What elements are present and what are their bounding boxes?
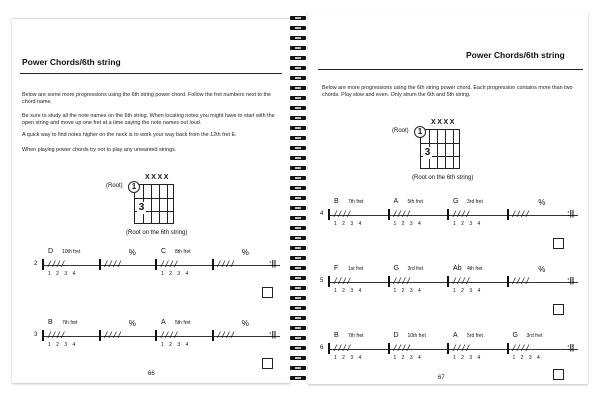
- binding-coil: [290, 146, 306, 150]
- beat-counts: 1 2 3 4: [453, 355, 481, 361]
- strum-slashes: ////: [453, 343, 472, 353]
- fret-label: 3rd fret: [526, 333, 543, 339]
- bar-line: [507, 343, 509, 354]
- binding-coil: [290, 376, 306, 380]
- measure: [212, 319, 269, 359]
- binding-coil: [290, 256, 306, 260]
- repeat-end: :||: [567, 276, 575, 285]
- strum-slashes: ////: [393, 276, 412, 286]
- root-label: (Root): [392, 128, 409, 134]
- progression-number: 2: [34, 261, 38, 267]
- binding-coil: [290, 296, 306, 300]
- bar-line: [328, 209, 330, 220]
- measure: [42, 319, 99, 359]
- bar-line: [99, 330, 101, 341]
- beat-counts: 1 2 3 4: [334, 355, 362, 361]
- strum-slashes: ////: [48, 259, 67, 269]
- right-paragraph: Below are more progressions using the 6th string power chord. Each progression contains more than two chords. Play slow and even. Only strum the 6th and 5th string.: [322, 85, 573, 98]
- chord-name: Ab: [453, 265, 462, 272]
- bar-line: [212, 259, 214, 270]
- bar-line: [447, 276, 449, 287]
- binding-coil: [290, 36, 306, 40]
- repeat-end: :||: [567, 209, 575, 218]
- binding-coil: [290, 266, 306, 270]
- fret-label: 3rd fret: [467, 199, 483, 205]
- chord-name: G: [453, 198, 459, 205]
- beat-counts: 1 2 3 4: [393, 288, 421, 294]
- binding-coil: [290, 76, 306, 80]
- root-finger-marker: 1: [128, 181, 140, 193]
- repeat-end: :||: [269, 330, 277, 339]
- root-finger-marker: 1: [414, 126, 426, 138]
- measure: [155, 319, 212, 359]
- measure: [388, 332, 448, 372]
- chord-name: B: [334, 198, 339, 205]
- measure: [447, 265, 507, 305]
- bar-line: [447, 343, 449, 354]
- left-paragraph-3: A quick way to find notes higher on the neck is to work your way back from the 12th fret E.: [22, 132, 237, 138]
- right-page: [308, 12, 588, 384]
- left-title-rule: [20, 73, 282, 74]
- page-number: 66: [148, 371, 155, 377]
- strum-slashes: ////: [217, 330, 236, 340]
- binding-coil: [290, 116, 306, 120]
- chord-name: B: [334, 332, 339, 339]
- strum-slashes: ////: [453, 276, 472, 286]
- root-label: (Root): [106, 183, 123, 189]
- beat-counts: 1 2 3 4: [48, 342, 76, 348]
- repeat-sign: %: [241, 248, 249, 257]
- repeat-end: :||: [269, 259, 277, 268]
- binding-coil: [290, 46, 306, 50]
- chord-name: D: [48, 248, 54, 255]
- strum-slashes: ////: [334, 276, 353, 286]
- progression-checkbox[interactable]: [262, 358, 273, 369]
- beat-counts: 1 2 3 4: [393, 355, 421, 361]
- measure: [99, 319, 156, 359]
- bar-line: [42, 330, 44, 341]
- chord-name: A: [393, 198, 399, 205]
- binding-coil: [290, 66, 306, 70]
- measure: [212, 248, 269, 288]
- progression-6: [320, 332, 582, 372]
- chord-name: D: [393, 332, 399, 339]
- binding-coil: [290, 286, 306, 290]
- beat-counts: 1 2 3 4: [48, 271, 76, 277]
- beat-counts: 1 2 3 4: [453, 288, 481, 294]
- page-number: 67: [438, 375, 445, 381]
- progression-number: 4: [320, 211, 324, 217]
- fret-label: 3rd fret: [407, 266, 424, 272]
- beat-counts: 1 2 3 4: [393, 221, 421, 227]
- fret-label: 5th fret: [407, 199, 424, 205]
- binding-coil: [290, 326, 306, 330]
- beat-counts: 1 2 3 4: [334, 288, 362, 294]
- measure: [447, 198, 507, 238]
- fret-label: 5th fret: [175, 320, 191, 326]
- beat-counts: 1 2 3 4: [334, 221, 362, 227]
- bar-line: [507, 209, 509, 220]
- measure: [328, 265, 388, 305]
- chord-name: G: [393, 265, 399, 272]
- binding-coil: [290, 196, 306, 200]
- chord-name: F: [334, 265, 339, 272]
- bar-line: [388, 343, 390, 354]
- fret-label: 10th fret: [62, 249, 81, 255]
- binding-coil: [290, 106, 306, 110]
- binding-coil: [290, 96, 306, 100]
- progression-checkbox[interactable]: [553, 369, 564, 380]
- strum-slashes: ////: [512, 343, 531, 353]
- measure: [447, 332, 507, 372]
- strum-slashes: ////: [161, 330, 180, 340]
- measure: [42, 248, 99, 288]
- binding-coil: [290, 166, 306, 170]
- bar-line: [212, 330, 214, 341]
- finger-marker: 3: [424, 147, 431, 158]
- fret-label: 1st fret: [348, 266, 364, 272]
- binding-coil: [290, 206, 306, 210]
- binding-coil: [290, 16, 306, 20]
- repeat-sign: %: [241, 319, 249, 328]
- strum-slashes: ////: [334, 343, 353, 353]
- left-page: [12, 18, 290, 383]
- progression-number: 3: [34, 332, 38, 338]
- binding-coil: [290, 86, 306, 90]
- fret-label: 10th fret: [407, 333, 426, 339]
- strum-slashes: ////: [48, 330, 67, 340]
- progression-3: [34, 319, 284, 359]
- binding-coil: [290, 56, 306, 60]
- measure: [328, 332, 388, 372]
- binding-coil: [290, 226, 306, 230]
- left-page-title: Power Chords/6th string: [22, 57, 121, 67]
- binding-coil: [290, 316, 306, 320]
- binding-coil: [290, 26, 306, 30]
- bar-line: [328, 276, 330, 287]
- bar-line: [447, 209, 449, 220]
- beat-counts: 1 2 3 4: [161, 342, 189, 348]
- strum-slashes: ////: [393, 343, 412, 353]
- binding-coil: [290, 366, 306, 370]
- right-title-rule: [318, 69, 583, 70]
- progression-checkbox[interactable]: [262, 287, 273, 298]
- binding-coil: [290, 156, 306, 160]
- chord-name: B: [48, 319, 53, 326]
- binding-coil: [290, 346, 306, 350]
- beat-counts: 1 2 3 4: [161, 271, 189, 277]
- bar-line: [42, 259, 44, 270]
- strum-slashes: ////: [512, 209, 531, 219]
- fret-label: 7th fret: [348, 199, 364, 205]
- strum-slashes: ////: [104, 259, 123, 269]
- bar-line: [388, 209, 390, 220]
- bar-line: [507, 276, 509, 287]
- repeat-sign: %: [538, 198, 546, 207]
- fret-label: 4th fret: [467, 266, 483, 272]
- bar-line: [388, 276, 390, 287]
- measure: [99, 248, 156, 288]
- strum-slashes: ////: [104, 330, 123, 340]
- strum-slashes: ////: [161, 259, 180, 269]
- repeat-sign: %: [128, 248, 136, 257]
- fret-label: 8th fret: [175, 249, 191, 255]
- left-paragraph-4: When playing power chords try not to play any unwanted strings.: [22, 147, 177, 153]
- left-paragraph-1: Below are some more progressions using the 6th string power chord. Follow the fret numbers next to the chord name.: [22, 92, 271, 105]
- beat-counts: 1 2 3 4: [512, 355, 540, 361]
- progression-number: 5: [320, 278, 324, 284]
- binding-coil: [290, 306, 306, 310]
- measure: [388, 265, 448, 305]
- progression-5: [320, 265, 582, 305]
- finger-marker: 3: [138, 202, 145, 213]
- binding-coil: [290, 356, 306, 360]
- muted-strings: XXXX: [431, 119, 457, 126]
- diagram-caption: (Root on the 6th string): [412, 175, 474, 181]
- measure: [155, 248, 212, 288]
- chord-name: A: [453, 332, 458, 339]
- fret-label: 7th fret: [62, 320, 78, 326]
- bar-line: [155, 259, 157, 270]
- binding-coil: [290, 336, 306, 340]
- spiral-binding: [287, 16, 309, 386]
- measure: [328, 198, 388, 238]
- diagram-caption: (Root on the 6th string): [126, 230, 188, 236]
- strum-slashes: ////: [393, 209, 412, 219]
- progression-checkbox[interactable]: [553, 304, 564, 315]
- right-page-title: Power Chords/6th string: [466, 50, 565, 60]
- binding-coil: [290, 236, 306, 240]
- binding-coil: [290, 136, 306, 140]
- chord-name: G: [512, 332, 518, 339]
- strum-slashes: ////: [512, 276, 531, 286]
- chord-name: C: [161, 248, 167, 255]
- progression-2: [34, 248, 284, 288]
- binding-coil: [290, 186, 306, 190]
- chord-name: A: [161, 319, 166, 326]
- binding-coil: [290, 276, 306, 280]
- repeat-end: :||: [567, 343, 575, 352]
- bar-line: [328, 343, 330, 354]
- strum-slashes: ////: [334, 209, 353, 219]
- repeat-sign: %: [128, 319, 136, 328]
- strum-slashes: ////: [453, 209, 472, 219]
- measure: [507, 332, 567, 372]
- progression-4: [320, 198, 582, 238]
- measure: [388, 198, 448, 238]
- bar-line: [155, 330, 157, 341]
- progression-checkbox[interactable]: [553, 238, 564, 249]
- binding-coil: [290, 216, 306, 220]
- measure: [507, 198, 567, 238]
- left-paragraph-2: Be sure to study all the note names on the 6th string. When locating notes you might have to start with the open string and move up one fret at a time saying the note names out loud.: [22, 113, 275, 126]
- fret-label: 7th fret: [348, 333, 364, 339]
- binding-coil: [290, 176, 306, 180]
- bar-line: [99, 259, 101, 270]
- repeat-sign: %: [538, 265, 546, 274]
- binding-coil: [290, 126, 306, 130]
- beat-counts: 1 2 3 4: [453, 221, 481, 227]
- progression-number: 6: [320, 345, 324, 351]
- measure: [507, 265, 567, 305]
- fret-label: 5rd fret: [467, 333, 483, 339]
- binding-coil: [290, 246, 306, 250]
- muted-strings: XXXX: [145, 174, 171, 181]
- strum-slashes: ////: [217, 259, 236, 269]
